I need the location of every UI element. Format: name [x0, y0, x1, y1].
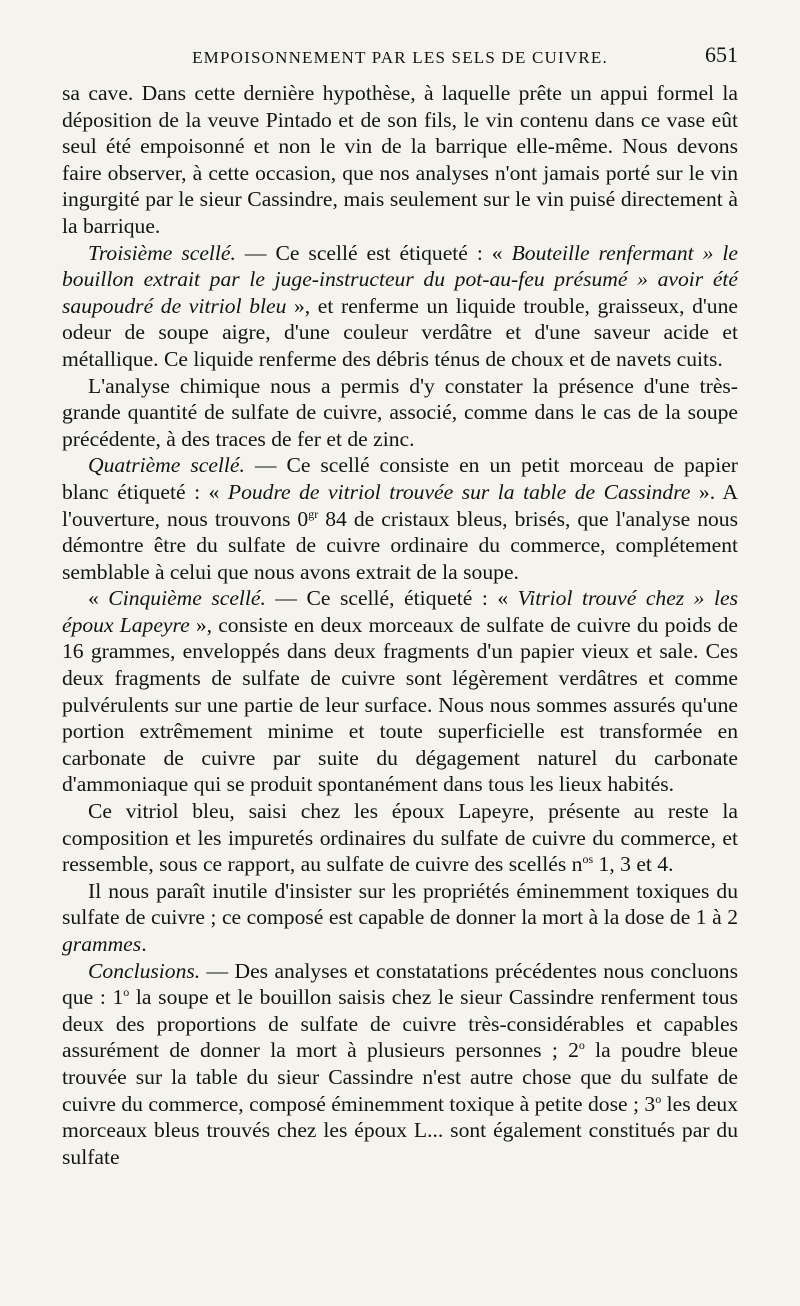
- paragraph-4: Quatrième scellé. — Ce scellé consiste en un petit morceau de papier blanc étiqueté : « Poudre de vitriol trouvée sur la table de Cassindre ». A l'ouverture, nous trouvons $0^{gr}$ 84 de cristaux bleus, brisés, que l'analyse nous démontre être du sulfate de cuivre ordinaire du commerce, complétement semblable à celui que nous avons extrait de la soupe.: [62, 453, 739, 584]
- number-superscript: os: [582, 852, 594, 867]
- ordinal-superscript: o: [578, 1038, 585, 1053]
- paragraph-5: « Cinquième scellé. — Ce scellé, étiqueté : « Vitriol trouvé chez » les époux Lapeyre », consiste en deux morceaux de sulfate de cuivre du poids de 16 grammes, enveloppés dans deux fragments d'un papier vieux et sale. Ces deux fragments de sulfate de cuivre sont légèrement verdâtres et comme pulvérulents sur une partie de leur surface. Nous nous sommes assurés qu'une portion extrêmement minime et toute superficielle est transformée en carbonate de cuivre par suite du dégagement naturel du carbonate d'ammoniaque qui se produit spontanément dans tous les lieux habités.: [62, 586, 738, 797]
- section-lead: Quatrième scellé.: [88, 453, 245, 478]
- ordinal-superscript: o: [655, 1091, 662, 1106]
- paragraph-6: Ce vitriol bleu, saisi chez les époux Lapeyre, présente au reste la composition et les impuretés ordinaires du sulfate de cuivre du commerce, et ressemble, sous ce rapport, au sulfate de cuivre des scellés $n^{os}$ 1, 3 et 4.: [62, 799, 738, 877]
- label-quote: Bouteille renfermant » le bouillon extrait par le juge-instructeur du pot-au-feu présumé » avoir été saupoudré de vitriol bleu: [62, 240, 739, 318]
- paragraph-8: Conclusions. — Des analyses et constatations précédentes nous concluons que : 1$^o$ la soupe et le bouillon saisis chez le sieur Cassindre renferment tous deux des proportions de sulfate de cuivre très-considérables et capables assurément de donner la mort à plusieurs personnes ; 2$^o$ la poudre bleue trouvée sur la table du sieur Cassindre n'est autre chose que du sulfate de cuivre du commerce, composé éminemment toxique à petite dose ; 3$^o$ les deux morceaux bleus trouvés chez les époux L... sont également constitués par du sulfate: [62, 958, 738, 1169]
- section-lead: Conclusions.: [88, 958, 201, 983]
- section-lead: Troisième scellé.: [88, 240, 236, 265]
- unit-superscript: gr: [308, 506, 319, 521]
- paragraph-1: sa cave. Dans cette dernière hypothèse, à laquelle prête un appui formel la déposition de la veuve Pintado et de son fils, le vin contenu dans ce vase eût seul été empoisonné et non le vin de la barrique elle-même. Nous devons faire observer, à cette occasion, que nos analyses n'ont jamais porté sur le vin ingurgité par le sieur Cassindre, mais seulement sur le vin puisé directement à la barrique.: [62, 81, 738, 238]
- section-lead: Cinquième scellé.: [108, 586, 266, 611]
- italic-unit: grammes: [62, 932, 142, 956]
- label-quote: Poudre de vitriol trouvée sur la table de Cassindre: [227, 479, 691, 504]
- label-quote: Vitriol trouvé chez » les époux Lapeyre: [62, 586, 738, 637]
- page-number: 651: [705, 42, 738, 67]
- ordinal-superscript: o: [123, 985, 130, 1000]
- paragraph-7: Il nous paraît inutile d'insister sur les propriétés éminemment toxiques du sulfate de cuivre ; ce composé est capable de donner la mort à la dose de 1 à 2 grammes.: [62, 878, 738, 956]
- page-header: [62, 40, 738, 80]
- paragraph-2: Troisième scellé. — Ce scellé est étiqueté : « Bouteille renfermant » le bouillon extrait par le juge-instructeur du pot-au-feu présumé » avoir été saupoudré de vitriol bleu », et renferme un liquide trouble, graisseux, d'une odeur de soupe aigre, d'une couleur verdâtre et d'une saveur acide et métallique. Ce liquide renferme des débris ténus de choux et de navets cuits.: [62, 240, 739, 371]
- paragraph-3: L'analyse chimique nous a permis d'y constater la présence d'une très-grande quantité de sulfate de cuivre, associé, comme dans le cas de la soupe précédente, à des traces de fer et de zinc.: [62, 373, 738, 451]
- running-title: EMPOISONNEMENT PAR LES SELS DE CUIVRE.: [192, 48, 608, 67]
- body-text: [62, 80, 738, 1170]
